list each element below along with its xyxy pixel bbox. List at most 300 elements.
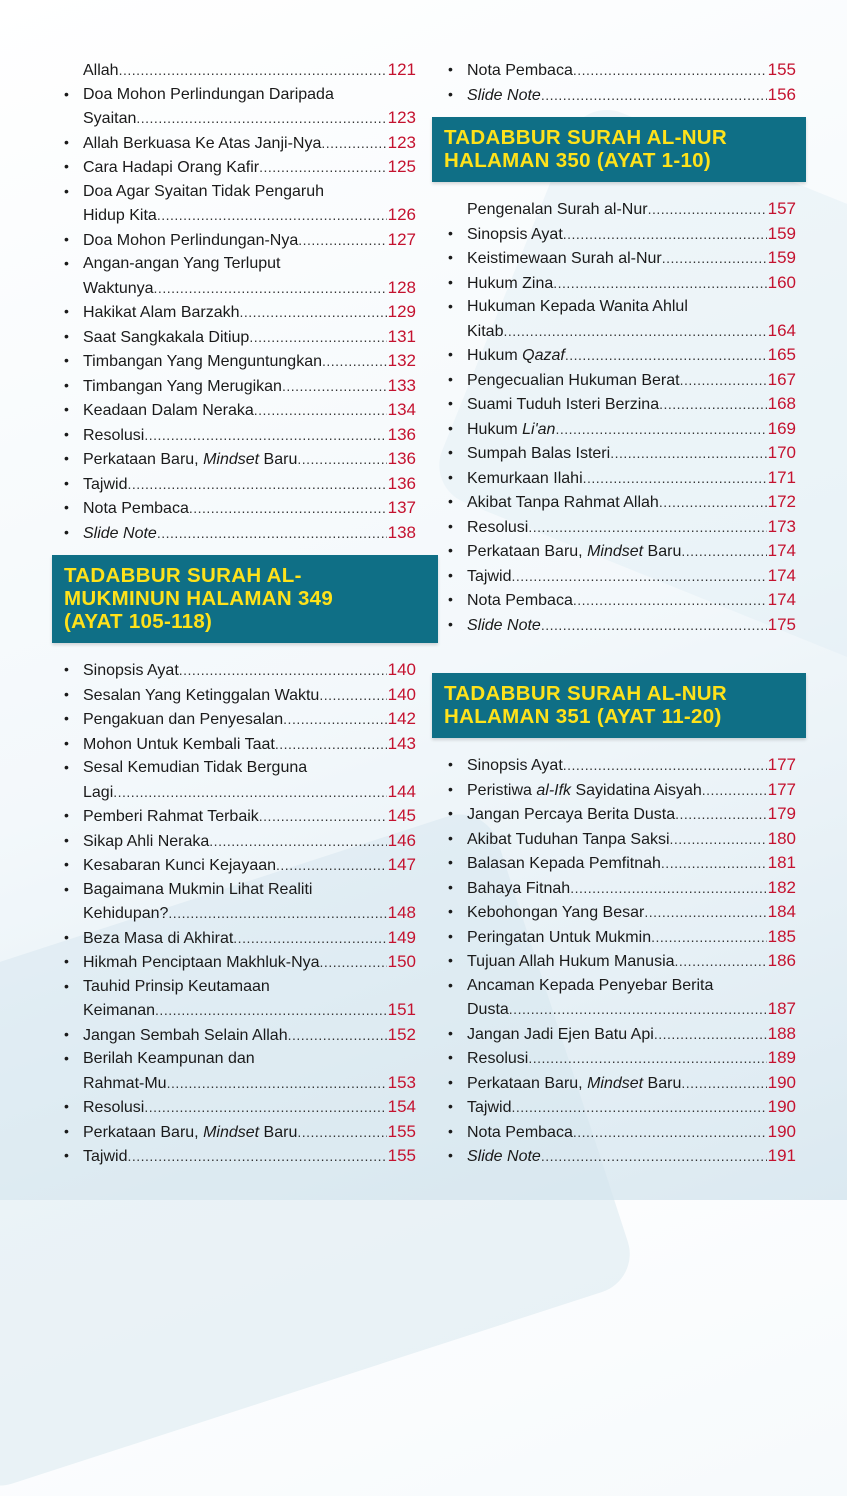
toc-entry[interactable] (62, 349, 416, 374)
dot-leader (320, 951, 387, 975)
section-header (432, 117, 806, 182)
toc-entry[interactable] (446, 1144, 796, 1169)
page-number: 170 (767, 443, 796, 462)
toc-entry-title: Allah (83, 62, 119, 79)
dot-leader (144, 424, 386, 448)
dot-leader (233, 927, 386, 951)
dot-leader (702, 779, 767, 803)
toc-entry-line (467, 343, 796, 368)
toc-entry[interactable] (62, 950, 416, 975)
bullet-icon: • (448, 224, 453, 241)
toc-entry-body (467, 925, 796, 950)
toc-entry-body (467, 441, 796, 466)
dot-leader (565, 344, 767, 368)
title-italic-part: al-Ifk (536, 781, 572, 799)
page-number: 190 (767, 1121, 796, 1141)
toc-entry-body (467, 1144, 796, 1169)
toc-entry[interactable] (446, 197, 796, 222)
page-number: 155 (387, 1121, 416, 1141)
page-number: 136 (387, 424, 416, 444)
bullet-icon: • (64, 1050, 69, 1066)
toc-entry[interactable] (62, 878, 416, 926)
toc-entry-line (83, 155, 416, 180)
page-number: 154 (387, 1097, 416, 1116)
dot-leader (179, 659, 387, 683)
toc-entry-line (83, 1071, 416, 1096)
toc-entry-line (467, 1144, 796, 1169)
bullet-icon: • (448, 249, 453, 265)
toc-entry[interactable] (62, 658, 416, 683)
toc-entry-title: Sesalan Yang Ketinggalan Waktu (83, 686, 320, 704)
section-header-line: TADABBUR SURAH AL-NUR (444, 682, 728, 705)
toc-entry[interactable] (62, 853, 416, 878)
bullet-icon: • (448, 756, 453, 772)
bullet-icon: • (64, 158, 69, 174)
page-number: 156 (767, 84, 796, 104)
dot-leader (563, 754, 767, 778)
toc-entry-body (83, 1095, 416, 1120)
toc-entry-line (83, 780, 416, 805)
toc-entry[interactable] (62, 496, 416, 521)
toc-entry-title: Sikap Ahli Neraka (83, 832, 210, 850)
toc-entry-title: Dusta (467, 1001, 509, 1018)
bullet-icon: • (448, 298, 453, 314)
toc-entry[interactable] (446, 949, 796, 974)
page-number: 147 (387, 855, 416, 874)
bullet-icon: • (64, 1147, 69, 1163)
toc-entry-line (83, 180, 416, 204)
bullet-icon: • (448, 1024, 453, 1041)
toc-entry-body (467, 851, 796, 876)
page-number: 123 (387, 108, 416, 127)
toc-entry[interactable] (446, 778, 796, 803)
toc-entry-body (83, 131, 416, 156)
toc-entry-body (83, 300, 416, 325)
toc-entry[interactable] (446, 343, 796, 368)
toc-entry-title: Tauhid Prinsip Keutamaan (83, 977, 270, 995)
toc-entry-title: Allah Berkuasa Ke Atas Janji-Nya (83, 134, 322, 152)
toc-entry-title: Kehidupan? (83, 905, 169, 922)
toc-entry-body (467, 539, 796, 564)
dot-leader (675, 803, 767, 827)
title-part: Baru (259, 1123, 298, 1141)
dot-leader (157, 522, 387, 546)
toc-entry[interactable] (62, 131, 416, 156)
toc-entry-line (467, 851, 796, 876)
bullet-icon: • (64, 710, 69, 726)
toc-entry[interactable] (62, 521, 416, 546)
toc-entry[interactable] (446, 295, 796, 343)
bullet-icon: • (448, 829, 453, 846)
dot-leader (511, 1096, 766, 1120)
toc-entry-line (83, 1023, 416, 1048)
toc-entry-line (467, 490, 796, 515)
toc-entry-title: Sinopsis Ayat (83, 662, 179, 679)
toc-entry[interactable] (62, 1047, 416, 1095)
toc-entry[interactable] (62, 423, 416, 448)
dot-leader (503, 320, 766, 344)
section-header-line: HALAMAN 351 (AYAT 11-20) (444, 705, 722, 728)
toc-entry[interactable] (62, 228, 416, 253)
title-part: Perkataan Baru, (467, 1074, 588, 1092)
toc-entry-line (467, 588, 796, 613)
dot-leader (136, 107, 386, 131)
toc-entry-line (467, 392, 796, 417)
toc-entry-body (83, 829, 416, 854)
toc-entry-line (467, 295, 796, 319)
toc-entry[interactable] (62, 829, 416, 854)
toc-entry-body (467, 564, 796, 589)
toc-entry[interactable] (446, 417, 796, 442)
toc-entry[interactable] (62, 325, 416, 350)
toc-entry-title: Tujuan Allah Hukum Manusia (467, 953, 675, 970)
toc-entry[interactable] (446, 515, 796, 540)
toc-entry[interactable] (446, 564, 796, 589)
toc-entry[interactable] (446, 222, 796, 247)
dot-leader (659, 393, 767, 417)
toc-entry[interactable] (446, 1022, 796, 1047)
toc-entry-title: Hakikat Alam Barzakh (83, 304, 240, 321)
toc-entry-title: Pemberi Rahmat Terbaik (83, 808, 259, 825)
toc-entry-line (83, 1047, 416, 1071)
bullet-icon: • (448, 85, 453, 102)
toc-entry[interactable] (446, 271, 796, 296)
dot-leader (681, 540, 766, 564)
page-number: 190 (767, 1072, 796, 1092)
toc-entry[interactable] (446, 246, 796, 271)
dot-leader (189, 497, 387, 521)
page-number: 131 (387, 326, 416, 346)
bullet-icon: • (448, 878, 453, 895)
toc-entry-title (83, 1121, 297, 1145)
toc-entry-body (467, 83, 796, 108)
toc-entry-body (467, 753, 796, 778)
bullet-icon: • (64, 425, 69, 442)
toc-entry-title: Pengakuan dan Penyesalan (83, 711, 284, 728)
page-number: 152 (387, 1024, 416, 1044)
page-number: 137 (387, 498, 416, 517)
toc-entry-line (83, 975, 416, 999)
toc-entry-line (467, 466, 796, 491)
toc-entry-body (467, 827, 796, 852)
section-header-line: TADABBUR SURAH AL- (64, 564, 302, 587)
page-number: 181 (767, 853, 796, 872)
toc-entry-title: Sinopsis Ayat (467, 757, 563, 774)
toc-entry[interactable] (62, 155, 416, 180)
toc-entry[interactable] (446, 539, 796, 564)
toc-entry[interactable] (446, 851, 796, 876)
toc-entry-body (467, 1071, 796, 1096)
toc-entry[interactable] (446, 58, 796, 83)
dot-leader (541, 1145, 767, 1169)
toc-entry-title: Mohon Untuk Kembali Taat (83, 735, 275, 753)
toc-entry[interactable] (446, 1071, 796, 1096)
toc-entry-line (467, 368, 796, 393)
toc-entry-title: Hukum Zina (467, 274, 554, 292)
toc-entry[interactable] (446, 490, 796, 515)
toc-entry-body (83, 804, 416, 829)
bullet-icon: • (448, 370, 453, 387)
bullet-icon: • (64, 182, 69, 199)
toc-entry[interactable] (446, 83, 796, 108)
page-number: 155 (387, 1146, 416, 1165)
bullet-icon: • (448, 273, 453, 290)
toc-entry-line (467, 802, 796, 827)
page-number: 129 (387, 302, 416, 321)
dot-leader (511, 565, 766, 589)
bullet-icon: • (64, 685, 69, 702)
toc-entry-body (83, 1023, 416, 1048)
toc-entry-title: Sesal Kemudian Tidak Berguna (83, 759, 308, 776)
bullet-icon: • (64, 856, 69, 872)
toc-entry-line (83, 707, 416, 732)
page-number: 121 (387, 60, 416, 79)
title-italic-part: Mindset (587, 1074, 644, 1092)
page-number: 169 (767, 418, 796, 438)
toc-entry-title: Resolusi (83, 426, 145, 444)
toc-entry[interactable] (446, 827, 796, 852)
toc-entry-line (467, 539, 796, 564)
toc-entry-line (83, 58, 416, 83)
dot-leader (610, 442, 766, 466)
toc-entry-line (467, 753, 796, 778)
dot-leader (509, 998, 767, 1022)
toc-entry-body (83, 683, 416, 708)
toc-entry-body (83, 155, 416, 180)
page-number: 190 (767, 1097, 796, 1116)
toc-entry-body (83, 228, 416, 253)
toc-entry-body (467, 58, 796, 83)
toc-entry[interactable] (62, 707, 416, 732)
toc-entry-line (467, 441, 796, 466)
page-number: 184 (767, 902, 796, 921)
dot-leader (275, 733, 387, 757)
page-number: 150 (387, 952, 416, 971)
page-number: 151 (387, 1000, 416, 1019)
toc-entry[interactable] (62, 83, 416, 131)
toc-entry[interactable] (62, 975, 416, 1023)
toc-entry-line (83, 228, 416, 253)
dot-leader (282, 375, 387, 399)
bullet-icon: • (448, 1147, 453, 1163)
bullet-icon: • (64, 1098, 69, 1114)
bullet-icon: • (448, 346, 453, 362)
toc-entry-body (83, 853, 416, 878)
page-number: 136 (387, 473, 416, 493)
page-number: 168 (767, 394, 796, 413)
page-number: 153 (387, 1072, 416, 1092)
dot-leader (528, 516, 766, 540)
toc-entry-title: Ancaman Kepada Penyebar Berita (467, 976, 714, 994)
dot-leader (288, 1024, 387, 1048)
toc-entry-line (83, 901, 416, 926)
toc-entry[interactable] (62, 804, 416, 829)
toc-entry-body (83, 374, 416, 399)
bullet-icon: • (448, 854, 453, 870)
toc-entry[interactable] (446, 925, 796, 950)
dot-leader (127, 1145, 386, 1169)
toc-entry-body (467, 802, 796, 827)
bullet-icon: • (448, 468, 453, 485)
toc-entry-body (83, 180, 416, 228)
toc-entry-body (83, 349, 416, 374)
page-number: 171 (767, 467, 796, 487)
toc-entry-body (83, 252, 416, 300)
dot-leader (662, 247, 767, 271)
toc-entry[interactable] (446, 1095, 796, 1120)
toc-entry[interactable] (446, 441, 796, 466)
toc-entry-title: Doa Mohon Perlindungan Daripada (83, 85, 334, 103)
toc-entry-title: Resolusi (467, 1050, 529, 1067)
toc-entry-body (467, 368, 796, 393)
bullet-icon: • (64, 352, 69, 368)
toc-entry-title: Jangan Percaya Berita Dusta (467, 806, 676, 823)
title-italic-part: Qazaf (522, 347, 565, 364)
bullet-icon: • (64, 303, 69, 319)
toc-entry[interactable] (62, 1095, 416, 1120)
toc-entry[interactable] (446, 588, 796, 613)
bullet-icon: • (448, 1122, 453, 1139)
page-number: 146 (387, 830, 416, 850)
bullet-icon: • (64, 977, 69, 994)
toc-entry-line (467, 949, 796, 974)
toc-entry[interactable] (62, 1120, 416, 1145)
toc-entry-title: Lagi (83, 783, 114, 801)
page-number: 191 (767, 1146, 796, 1165)
toc-entry[interactable] (446, 613, 796, 638)
dot-leader (167, 1072, 387, 1096)
dot-leader (541, 614, 767, 638)
toc-entry-line (83, 300, 416, 325)
toc-entry[interactable] (446, 392, 796, 417)
dot-leader (283, 708, 386, 732)
page-number: 149 (387, 927, 416, 947)
bullet-icon: • (64, 807, 69, 823)
page-number: 175 (767, 614, 796, 634)
toc-entry[interactable] (446, 466, 796, 491)
toc-entry[interactable] (446, 802, 796, 827)
toc-entry[interactable] (62, 1023, 416, 1048)
toc-entry[interactable] (62, 683, 416, 708)
toc-entry-line (83, 950, 416, 975)
page-number: 188 (767, 1023, 796, 1043)
toc-entry-title: Timbangan Yang Menguntungkan (83, 353, 322, 370)
toc-entry[interactable] (446, 974, 796, 1022)
toc-entry-title: Suami Tuduh Isteri Berzina (467, 396, 660, 413)
toc-entry-body (83, 926, 416, 951)
toc-entry-body (467, 588, 796, 613)
bullet-icon: • (448, 927, 453, 944)
bullet-icon: • (448, 419, 453, 436)
toc-entry[interactable] (62, 58, 416, 83)
page-number: 165 (767, 345, 796, 364)
toc-entry[interactable] (62, 756, 416, 804)
dot-leader (573, 1121, 767, 1145)
dot-leader (648, 198, 767, 222)
dot-leader (573, 589, 767, 613)
toc-entry-title: Doa Agar Syaitan Tidak Pengaruh (83, 182, 325, 200)
toc-entry-line (83, 658, 416, 683)
toc-entry-title: Saat Sangkakala Ditiup (83, 328, 250, 346)
bullet-icon: • (448, 493, 453, 509)
page-number: 177 (767, 755, 796, 774)
toc-entry[interactable] (62, 926, 416, 951)
toc-entry[interactable] (62, 180, 416, 228)
dot-leader (209, 830, 386, 854)
toc-entry-title: Sumpah Balas Isteri (467, 445, 611, 462)
toc-entry-body (83, 472, 416, 497)
dot-leader (681, 1072, 766, 1096)
toc-entry-title (467, 418, 555, 442)
bullet-icon: • (448, 395, 453, 411)
toc-entry[interactable] (62, 300, 416, 325)
toc-entry[interactable] (62, 447, 416, 472)
toc-entry-line (83, 1120, 416, 1145)
toc-entry-body (467, 515, 796, 540)
toc-entry-body (83, 447, 416, 472)
toc-entry[interactable] (62, 374, 416, 399)
page-number: 144 (387, 781, 416, 801)
toc-entry[interactable] (446, 753, 796, 778)
toc-entry[interactable] (446, 368, 796, 393)
toc-entry-line (467, 827, 796, 852)
toc-entry[interactable] (62, 398, 416, 423)
toc-entry-line (467, 1095, 796, 1120)
toc-entry-body (467, 778, 796, 803)
toc-entry[interactable] (446, 1120, 796, 1145)
toc-entry[interactable] (62, 252, 416, 300)
page-number: 123 (387, 132, 416, 152)
dot-leader (654, 1023, 767, 1047)
toc-entry-title: Akibat Tanpa Rahmat Allah (467, 494, 659, 511)
toc-entry-title: Jangan Jadi Ejen Batu Api (467, 1025, 654, 1043)
toc-entry[interactable] (62, 732, 416, 757)
toc-entry-body (83, 58, 416, 83)
page-number: 159 (767, 248, 796, 267)
dot-leader (528, 1047, 766, 1071)
bullet-icon: • (64, 450, 69, 466)
toc-entry-body (83, 1047, 416, 1095)
toc-entry-line (467, 876, 796, 901)
toc-entry-line (467, 925, 796, 950)
dot-leader (298, 229, 386, 253)
toc-entry-line (467, 197, 796, 222)
toc-entry-body (83, 950, 416, 975)
dot-leader (144, 1096, 386, 1120)
toc-entry[interactable] (446, 1046, 796, 1071)
toc-entry[interactable] (62, 1144, 416, 1169)
bullet-icon: • (448, 780, 453, 797)
toc-entry[interactable] (446, 900, 796, 925)
toc-column-right (446, 58, 796, 1169)
dot-leader (670, 828, 767, 852)
toc-entry-title: Tajwid (83, 475, 128, 493)
toc-entry-title: Keistimewaan Surah al-Nur (467, 250, 662, 267)
toc-entry-line (83, 683, 416, 708)
toc-entry-body (467, 876, 796, 901)
bullet-icon: • (64, 85, 69, 102)
bullet-icon: • (448, 1049, 453, 1065)
toc-entry-title: Keadaan Dalam Neraka (83, 402, 254, 419)
dot-leader (321, 132, 386, 156)
title-part: Peristiwa (467, 781, 537, 799)
dot-leader (154, 277, 387, 301)
toc-entry[interactable] (446, 876, 796, 901)
toc-entry[interactable] (62, 472, 416, 497)
toc-entry-body (83, 658, 416, 683)
dot-leader (661, 852, 767, 876)
dot-leader (651, 926, 767, 950)
